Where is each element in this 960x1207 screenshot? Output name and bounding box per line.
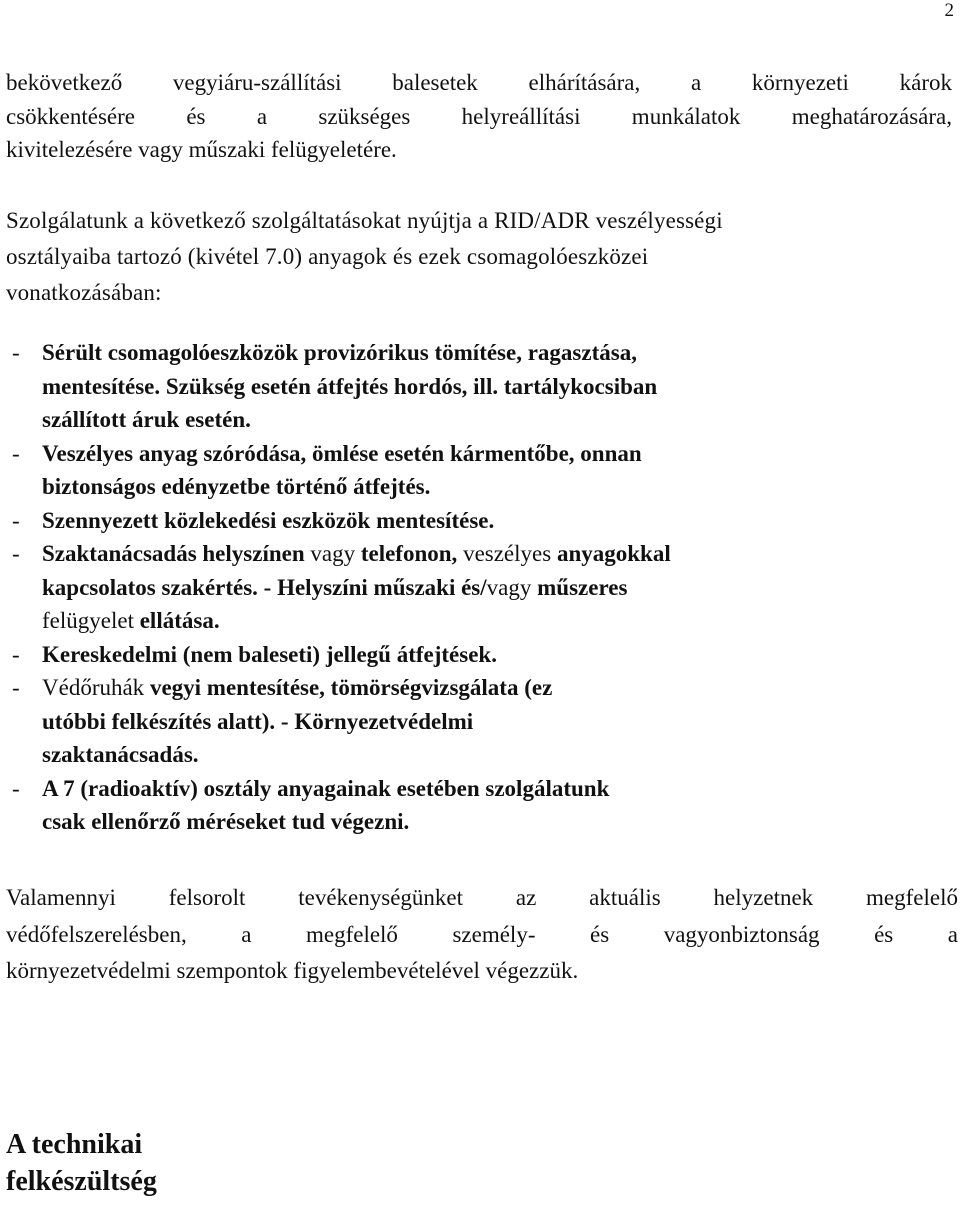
- service-text-segment: Szaktanácsadás helyszínen: [42, 541, 305, 566]
- service-text-segment: kapcsolatos szakértés. - Helyszíni műszaki és/: [42, 574, 487, 600]
- intro-line: bekövetkező vegyiáru-szállítási balesetek elhárítására, a környezeti károk: [6, 70, 952, 95]
- service-item-line: [42, 403, 906, 437]
- service-text-segment: Szennyezett közlekedési eszközök mentesítése.: [42, 507, 495, 533]
- service-item-line: [42, 604, 906, 638]
- service-item-line: [42, 571, 906, 605]
- section-heading-line: felkészültség: [6, 1166, 157, 1197]
- service-text-segment: Veszélyes anyag szóródása, ömlése esetén kármentőbe, onnan: [42, 440, 642, 466]
- summary-line: Valamennyi felsorolt tevékenységünket az aktuális helyzetnek megfelelő: [6, 885, 958, 910]
- summary-paragraph: [6, 880, 958, 990]
- service-text-segment: A 7 (radioaktív) osztály anyagainak esetében szolgálatunk: [42, 775, 610, 801]
- page-number: 2: [944, 0, 954, 21]
- section-heading: [6, 1126, 406, 1200]
- service-item-line: [42, 437, 906, 471]
- service-text-segment: anyagokkal: [556, 541, 671, 566]
- service-text-segment: felügyelet: [42, 608, 140, 633]
- service-text-segment: biztonságos edényzetbe történő átfejtés.: [42, 474, 431, 499]
- service-text-segment: műszeres: [537, 574, 628, 600]
- service-item-line: [42, 470, 906, 504]
- service-list-item: [6, 671, 906, 772]
- list-dash: -: [12, 541, 20, 566]
- service-text-segment: Kereskedelmi (nem baleseti) jellegű átfejtések.: [42, 641, 497, 667]
- list-dash: -: [12, 507, 20, 533]
- service-text-segment: szállított áruk esetén.: [42, 407, 251, 432]
- service-text-segment: csak ellenőrző méréseket tud végezni.: [42, 809, 410, 834]
- service-list-item: [6, 336, 906, 437]
- service-list-item: [6, 772, 906, 839]
- service-item-line: [42, 738, 906, 772]
- service-text-segment: szaktanácsadás.: [42, 742, 199, 767]
- list-dash: -: [12, 641, 20, 667]
- service-list-item: [6, 638, 906, 672]
- section-heading-line: A technikai: [6, 1129, 143, 1160]
- service-item-line: [42, 370, 906, 404]
- services-intro-line: osztályaiba tartozó (kivétel 7.0) anyagok és ezek csomagolóeszközei: [6, 244, 649, 269]
- service-text-segment: vagy: [486, 574, 538, 600]
- summary-line: környezetvédelmi szempontok figyelembevételével végezzük.: [6, 958, 579, 983]
- service-text-segment: ellátása.: [139, 608, 220, 633]
- intro-line: csökkentésére és a szükséges helyreállítási munkálatok meghatározására,: [6, 103, 952, 129]
- service-item-line: [42, 805, 906, 839]
- service-item-line: [42, 772, 906, 806]
- service-text-segment: veszélyes: [457, 541, 557, 566]
- service-item-line: [42, 504, 906, 538]
- service-text-segment: vagy: [304, 541, 361, 566]
- services-intro-line: Szolgálatunk a következő szolgáltatásokat nyújtja a RID/ADR veszélyességi: [6, 208, 723, 233]
- service-text-segment: utóbbi felkészítés alatt). - Környezetvédelmi: [42, 708, 474, 734]
- service-item-line: [42, 705, 906, 739]
- service-item-line: [42, 671, 906, 705]
- service-item-line: [42, 336, 906, 370]
- services-intro-paragraph: [6, 203, 952, 311]
- summary-line: védőfelszerelésben, a megfelelő személy- és vagyonbiztonság és a: [6, 921, 958, 947]
- services-list: [6, 336, 906, 839]
- service-text-segment: vegyi mentesítése, tömörségvizsgálata (ez: [149, 675, 553, 700]
- service-text-segment: Védőruhák: [42, 675, 150, 700]
- service-text-segment: telefonon,: [360, 541, 458, 566]
- service-item-line: [42, 638, 906, 672]
- service-list-item: [6, 504, 906, 538]
- service-list-item: [6, 537, 906, 638]
- service-text-segment: Sérült csomagolóeszközök provizórikus tömítése, ragasztása,: [42, 340, 637, 365]
- intro-paragraph: [6, 66, 952, 167]
- service-text-segment: mentesítése. Szükség esetén átfejtés hordós, ill. tartálykocsiban: [42, 373, 658, 399]
- list-dash: -: [12, 440, 20, 466]
- service-item-line: [42, 537, 906, 571]
- list-dash: -: [12, 340, 20, 365]
- service-list-item: [6, 437, 906, 504]
- intro-line: kivitelezésére vagy műszaki felügyeletére.: [6, 137, 397, 162]
- list-dash: -: [12, 675, 20, 700]
- list-dash: -: [12, 775, 20, 801]
- services-intro-line: vonatkozásában:: [6, 280, 162, 305]
